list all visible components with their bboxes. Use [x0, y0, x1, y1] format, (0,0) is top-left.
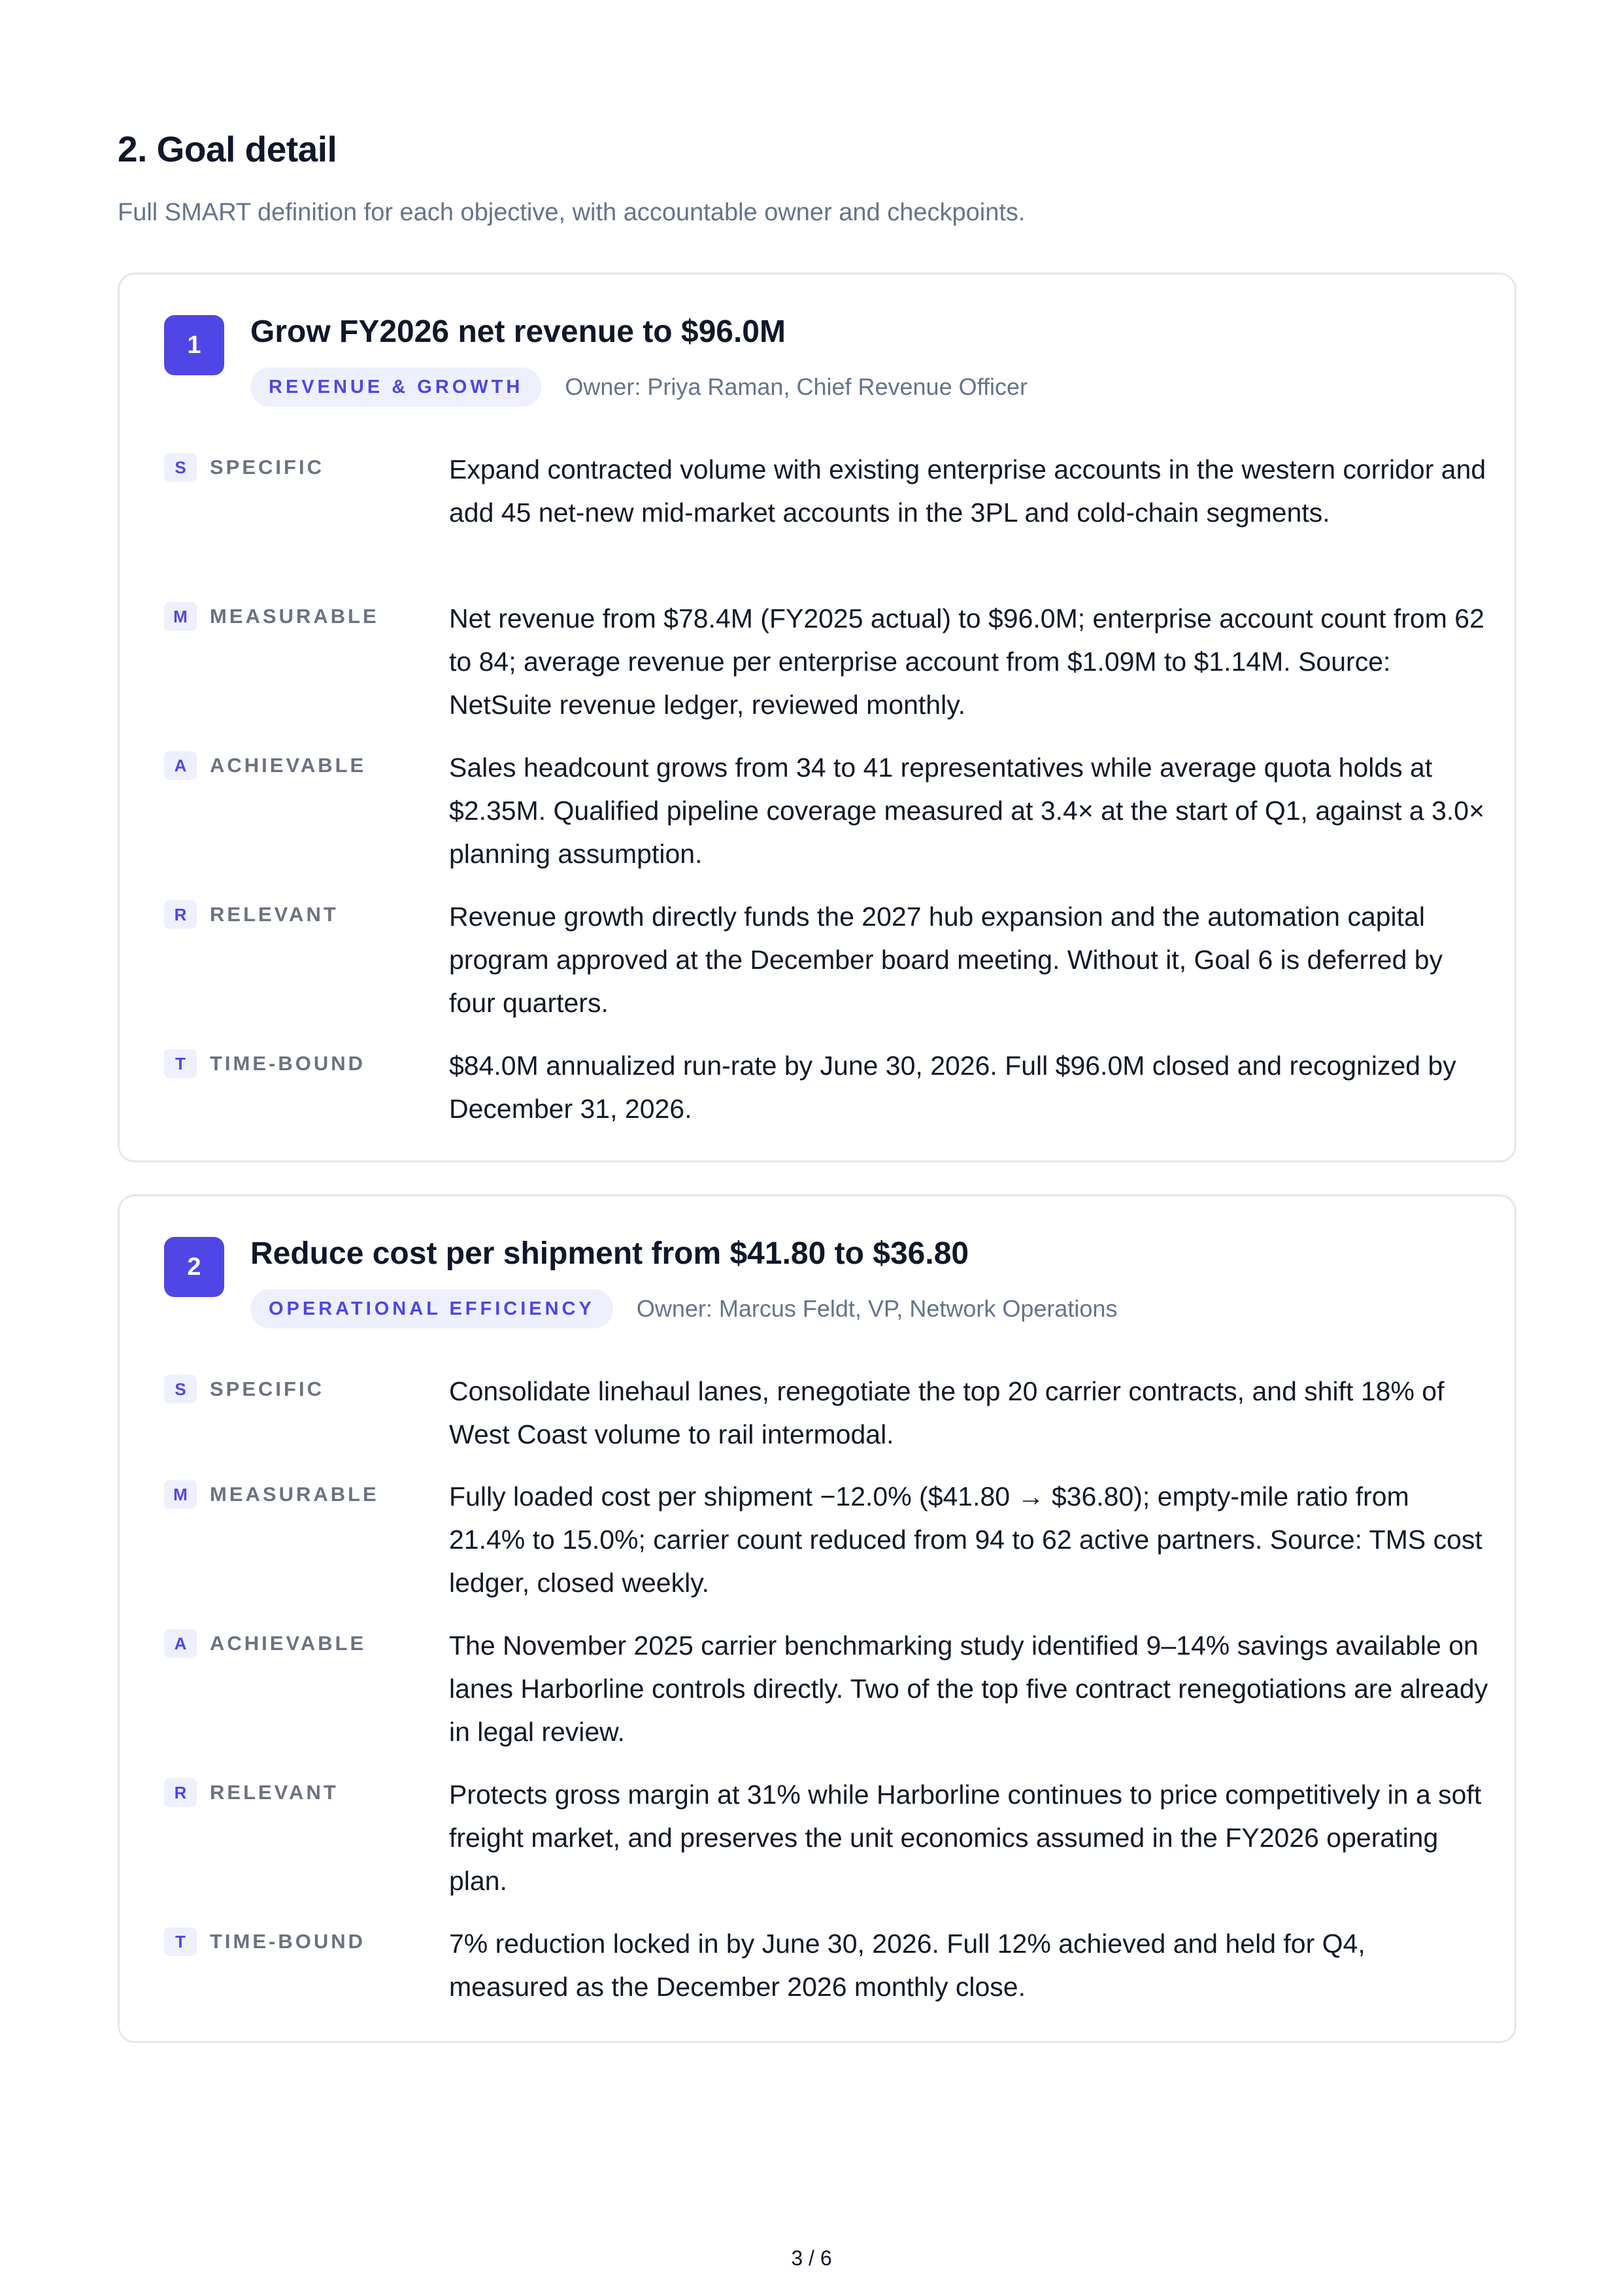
criterion-text: The November 2025 carrier benchmarking study identified 9–14% savings available on lanes Harborline controls directly. Two of the top five contract renegotiations are already in legal review. [449, 1630, 1488, 1747]
criterion-label: MEASURABLE [210, 605, 379, 628]
criterion-letter: T [164, 1927, 197, 1956]
criterion-letter: A [164, 1629, 197, 1658]
criterion-text: Revenue growth directly funds the 2027 hub expansion and the automation capital program approved at the December board meeting. Without it, Goal 6 is deferred by four quarters. [449, 902, 1443, 1018]
criterion-text: Expand contracted volume with existing enterprise accounts in the western corridor and add 45 net-new mid-market accounts in the 3PL and cold-chain segments. [449, 454, 1486, 528]
criterion-letter: S [164, 453, 197, 482]
criterion-label: ACHIEVABLE [210, 1632, 367, 1655]
goal-number-badge: 1 [164, 315, 224, 375]
criterion-text: Net revenue from $78.4M (FY2025 actual) to $96.0M; enterprise account count from 62 to 84; average revenue per enterprise account from $1.09M to $1.14M. Source: NetSuite revenue ledger, reviewed monthly. [449, 603, 1484, 720]
goal-number-badge: 2 [164, 1237, 224, 1297]
criterion-letter: M [164, 602, 197, 631]
criterion-text: Fully loaded cost per shipment −12.0% ($41.80 → $36.80); empty-mile ratio from 21.4% to 15.0%; carrier count reduced from 94 to 62 active partners. Source: TMS cost ledger, closed weekly. [449, 1481, 1482, 1598]
criterion-letter: R [164, 1778, 197, 1807]
criterion-text: Protects gross margin at 31% while Harborline continues to price competitively in a soft freight market, and preserves the unit economics assumed in the FY2026 operating plan. [449, 1780, 1482, 1896]
criterion-label: ACHIEVABLE [210, 754, 367, 777]
goal-owner: Owner: Marcus Feldt, VP, Network Operations [636, 1295, 1118, 1322]
criterion-label: RELEVANT [210, 903, 339, 926]
goal-card-2 [118, 1194, 1516, 2043]
section-title: 2. Goal detail [118, 129, 337, 169]
criterion-text: Sales headcount grows from 34 to 41 representatives while average quota holds at $2.35M. Qualified pipeline coverage measured at 3.4× at the start of Q1, against a 3.0× planning assumption. [449, 752, 1485, 869]
criterion-letter: S [164, 1375, 197, 1404]
category-tag: OPERATIONAL EFFICIENCY [250, 1289, 613, 1328]
goal-card-1 [118, 273, 1516, 1162]
criterion-letter: M [164, 1480, 197, 1509]
goal-meta [250, 367, 1028, 407]
criterion-label: SPECIFIC [210, 1377, 324, 1400]
goal-title: Reduce cost per shipment from $41.80 to $36.80 [250, 1236, 969, 1271]
criterion-label: MEASURABLE [210, 1483, 379, 1506]
goal-owner: Owner: Priya Raman, Chief Revenue Officer [565, 373, 1028, 400]
criterion-text: Consolidate linehaul lanes, renegotiate the top 20 carrier contracts, and shift 18% of West Coast volume to rail intermodal. [449, 1376, 1445, 1449]
criterion-label: SPECIFIC [210, 456, 324, 479]
criterion-label: TIME-BOUND [210, 1052, 366, 1075]
criterion-letter: T [164, 1049, 197, 1078]
page-number: 3 / 6 [791, 2246, 832, 2270]
section-subtitle: Full SMART definition for each objective, with accountable owner and checkpoints. [118, 199, 1026, 226]
criterion-letter: A [164, 751, 197, 780]
category-tag: REVENUE & GROWTH [250, 367, 541, 407]
goal-title: Grow FY2026 net revenue to $96.0M [250, 314, 786, 349]
criterion-text: $84.0M annualized run-rate by June 30, 2026. Full $96.0M closed and recognized by December 31, 2026. [449, 1051, 1456, 1124]
criterion-letter: R [164, 900, 197, 929]
criterion-label: RELEVANT [210, 1781, 339, 1804]
criterion-text: 7% reduction locked in by June 30, 2026. Full 12% achieved and held for Q4, measured as the December 2026 monthly close. [449, 1929, 1365, 2002]
goal-meta [250, 1289, 1117, 1328]
criterion-label: TIME-BOUND [210, 1930, 366, 1953]
